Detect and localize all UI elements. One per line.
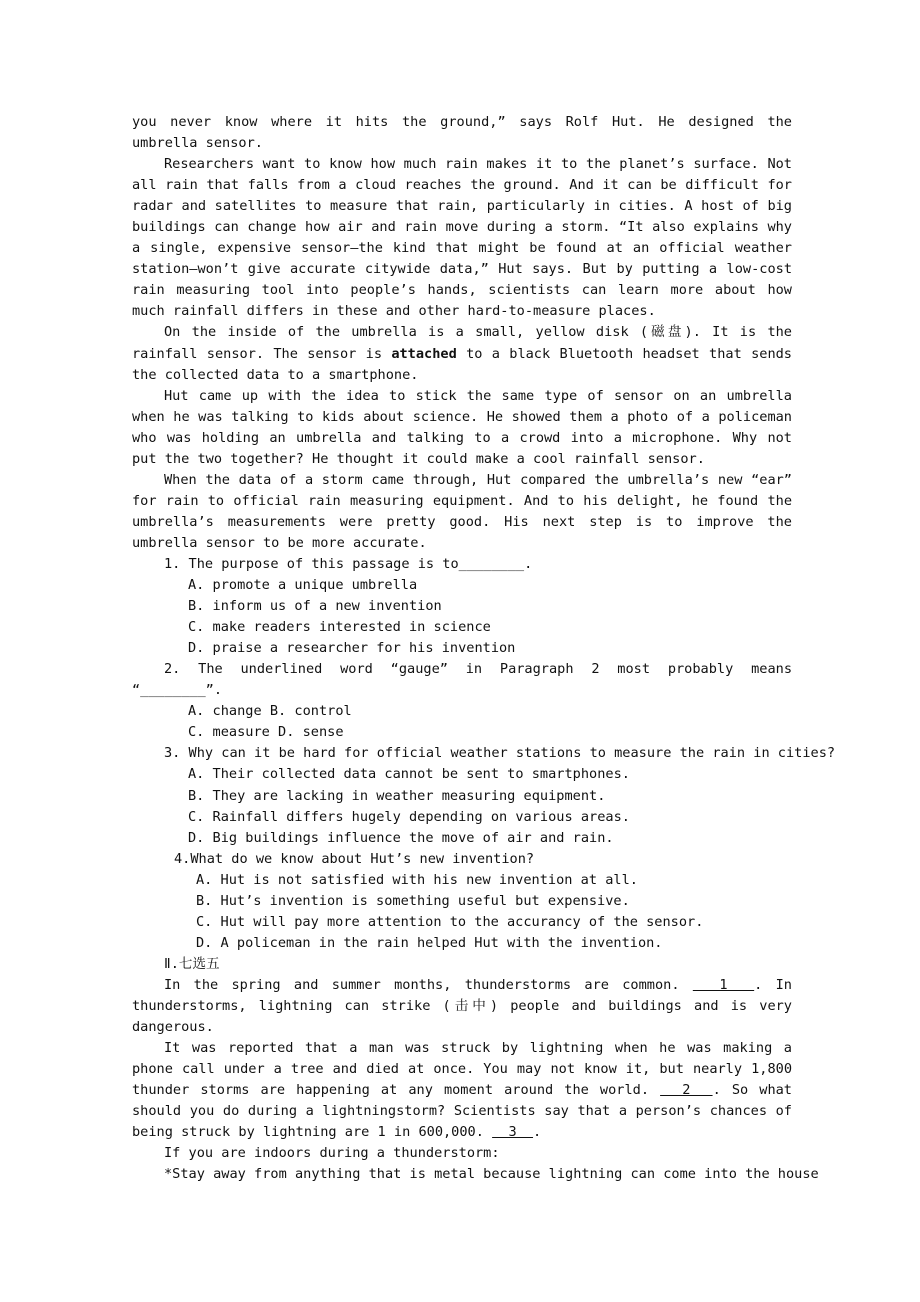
question-4-option-a: A. Hut is not satisfied with his new invention at all. bbox=[196, 871, 638, 888]
question-4-option-b: B. Hut’s invention is something useful but expensive. bbox=[196, 892, 630, 909]
section-2-p1-text-b: . In thunderstorms, lightning can strike (击中) people and buildings and is very dangerous. bbox=[132, 976, 792, 1036]
question-1-option-c: C. make readers interested in science bbox=[188, 619, 491, 636]
question-4-stem: 4.What do we know about Hut’s new invention? bbox=[174, 850, 535, 867]
passage-paragraph-3 bbox=[132, 322, 792, 385]
question-2-stem: 2. The underlined word “gauge” in Paragraph 2 most probably means “________”. bbox=[132, 661, 792, 699]
question-1-option-d: D. praise a researcher for his invention bbox=[188, 640, 516, 657]
section-2-paragraph-3: If you are indoors during a thunderstorm: bbox=[164, 1145, 500, 1162]
question-3-option-c: C. Rainfall differs hugely depending on various areas. bbox=[188, 808, 630, 825]
question-3-stem: 3. Why can it be hard for official weather stations to measure the rain in cities? bbox=[164, 745, 836, 762]
section-2-heading: Ⅱ.七选五 bbox=[164, 955, 220, 972]
question-2-options-cd: C. measure D. sense bbox=[188, 724, 344, 741]
passage-paragraph-4: Hut came up with the idea to stick the same type of sensor on an umbrella when he was talking to kids about science. He showed them a photo of a policeman who was holding an umbrella and talking to a crowd into a microphone. Why not put the two together? He thought it could make a cool rainfall sensor. bbox=[132, 387, 792, 467]
passage-paragraph-2: Researchers want to know how much rain makes it to the planet’s surface. Not all rain that falls from a cloud reaches the ground. And it can be difficult for radar and satellites to measure that rain, particularly in cities. A host of big buildings can change how air and rain move during a storm. “It also explains why a single, expensive sensor—the kind that might be found at an official weather station—won’t give accurate citywide data,” Hut says. But by putting a low-cost rain measuring tool into people’s hands, scientists can learn more about how much rainfall differs in these and other hard-to-measure places. bbox=[132, 156, 792, 320]
section-2-p2-text-c: . bbox=[533, 1124, 542, 1141]
section-2-p2-text-a: It was reported that a man was struck by lightning when he was making a phone call under a tree and died at once. You may not know it, but nearly 1,800 thunder storms are happening at any moment around the world. bbox=[132, 1040, 792, 1099]
question-3-option-a: A. Their collected data cannot be sent to smartphones. bbox=[188, 766, 630, 783]
passage-paragraph-1: you never know where it hits the ground,” says Rolf Hut. He designed the umbrella sensor. bbox=[132, 114, 792, 152]
question-2-options-ab: A. change B. control bbox=[188, 703, 352, 720]
question-1-option-a: A. promote a unique umbrella bbox=[188, 577, 418, 594]
question-3-option-d: D. Big buildings influence the move of air and rain. bbox=[188, 829, 614, 846]
section-2-paragraph-1 bbox=[132, 975, 792, 1038]
section-2-paragraph-2 bbox=[132, 1038, 792, 1143]
question-4-option-d: D. A policeman in the rain helped Hut with the invention. bbox=[196, 934, 663, 951]
passage-p3-text-b: to a black Bluetooth headset that sends the collected data to a smartphone. bbox=[132, 345, 792, 383]
blank-1: 1 bbox=[692, 976, 755, 993]
question-1-stem: 1. The purpose of this passage is to________. bbox=[164, 555, 533, 572]
bold-word-attached: attached bbox=[391, 345, 457, 362]
question-3-option-b: B. They are lacking in weather measuring equipment. bbox=[188, 787, 606, 804]
document-page bbox=[132, 112, 836, 1185]
passage-paragraph-5: When the data of a storm came through, Hut compared the umbrella’s new “ear” for rain to official rain measuring equipment. And to his delight, he found the umbrella’s measurements were pretty good. His next step is to improve the umbrella sensor to be more accurate. bbox=[132, 471, 792, 551]
section-2-p2-text-b: . So what should you do during a lightningstorm? Scientists say that a person’s chances of being struck by lightning are 1 in 600,000. bbox=[132, 1082, 792, 1141]
blank-2: 2 bbox=[660, 1082, 713, 1099]
question-4-option-c: C. Hut will pay more attention to the accurancy of the sensor. bbox=[196, 913, 704, 930]
passage-p3-text-a: On the inside of the umbrella is a small, yellow disk (磁盘). It is the rainfall sensor. The sensor is bbox=[132, 324, 792, 362]
section-2-p1-text-a: In the spring and summer months, thunderstorms are common. bbox=[164, 976, 693, 993]
question-1-option-b: B. inform us of a new invention bbox=[188, 598, 442, 615]
blank-3: 3 bbox=[492, 1124, 534, 1141]
section-2-paragraph-4: *Stay away from anything that is metal because lightning can come into the house bbox=[164, 1166, 819, 1183]
